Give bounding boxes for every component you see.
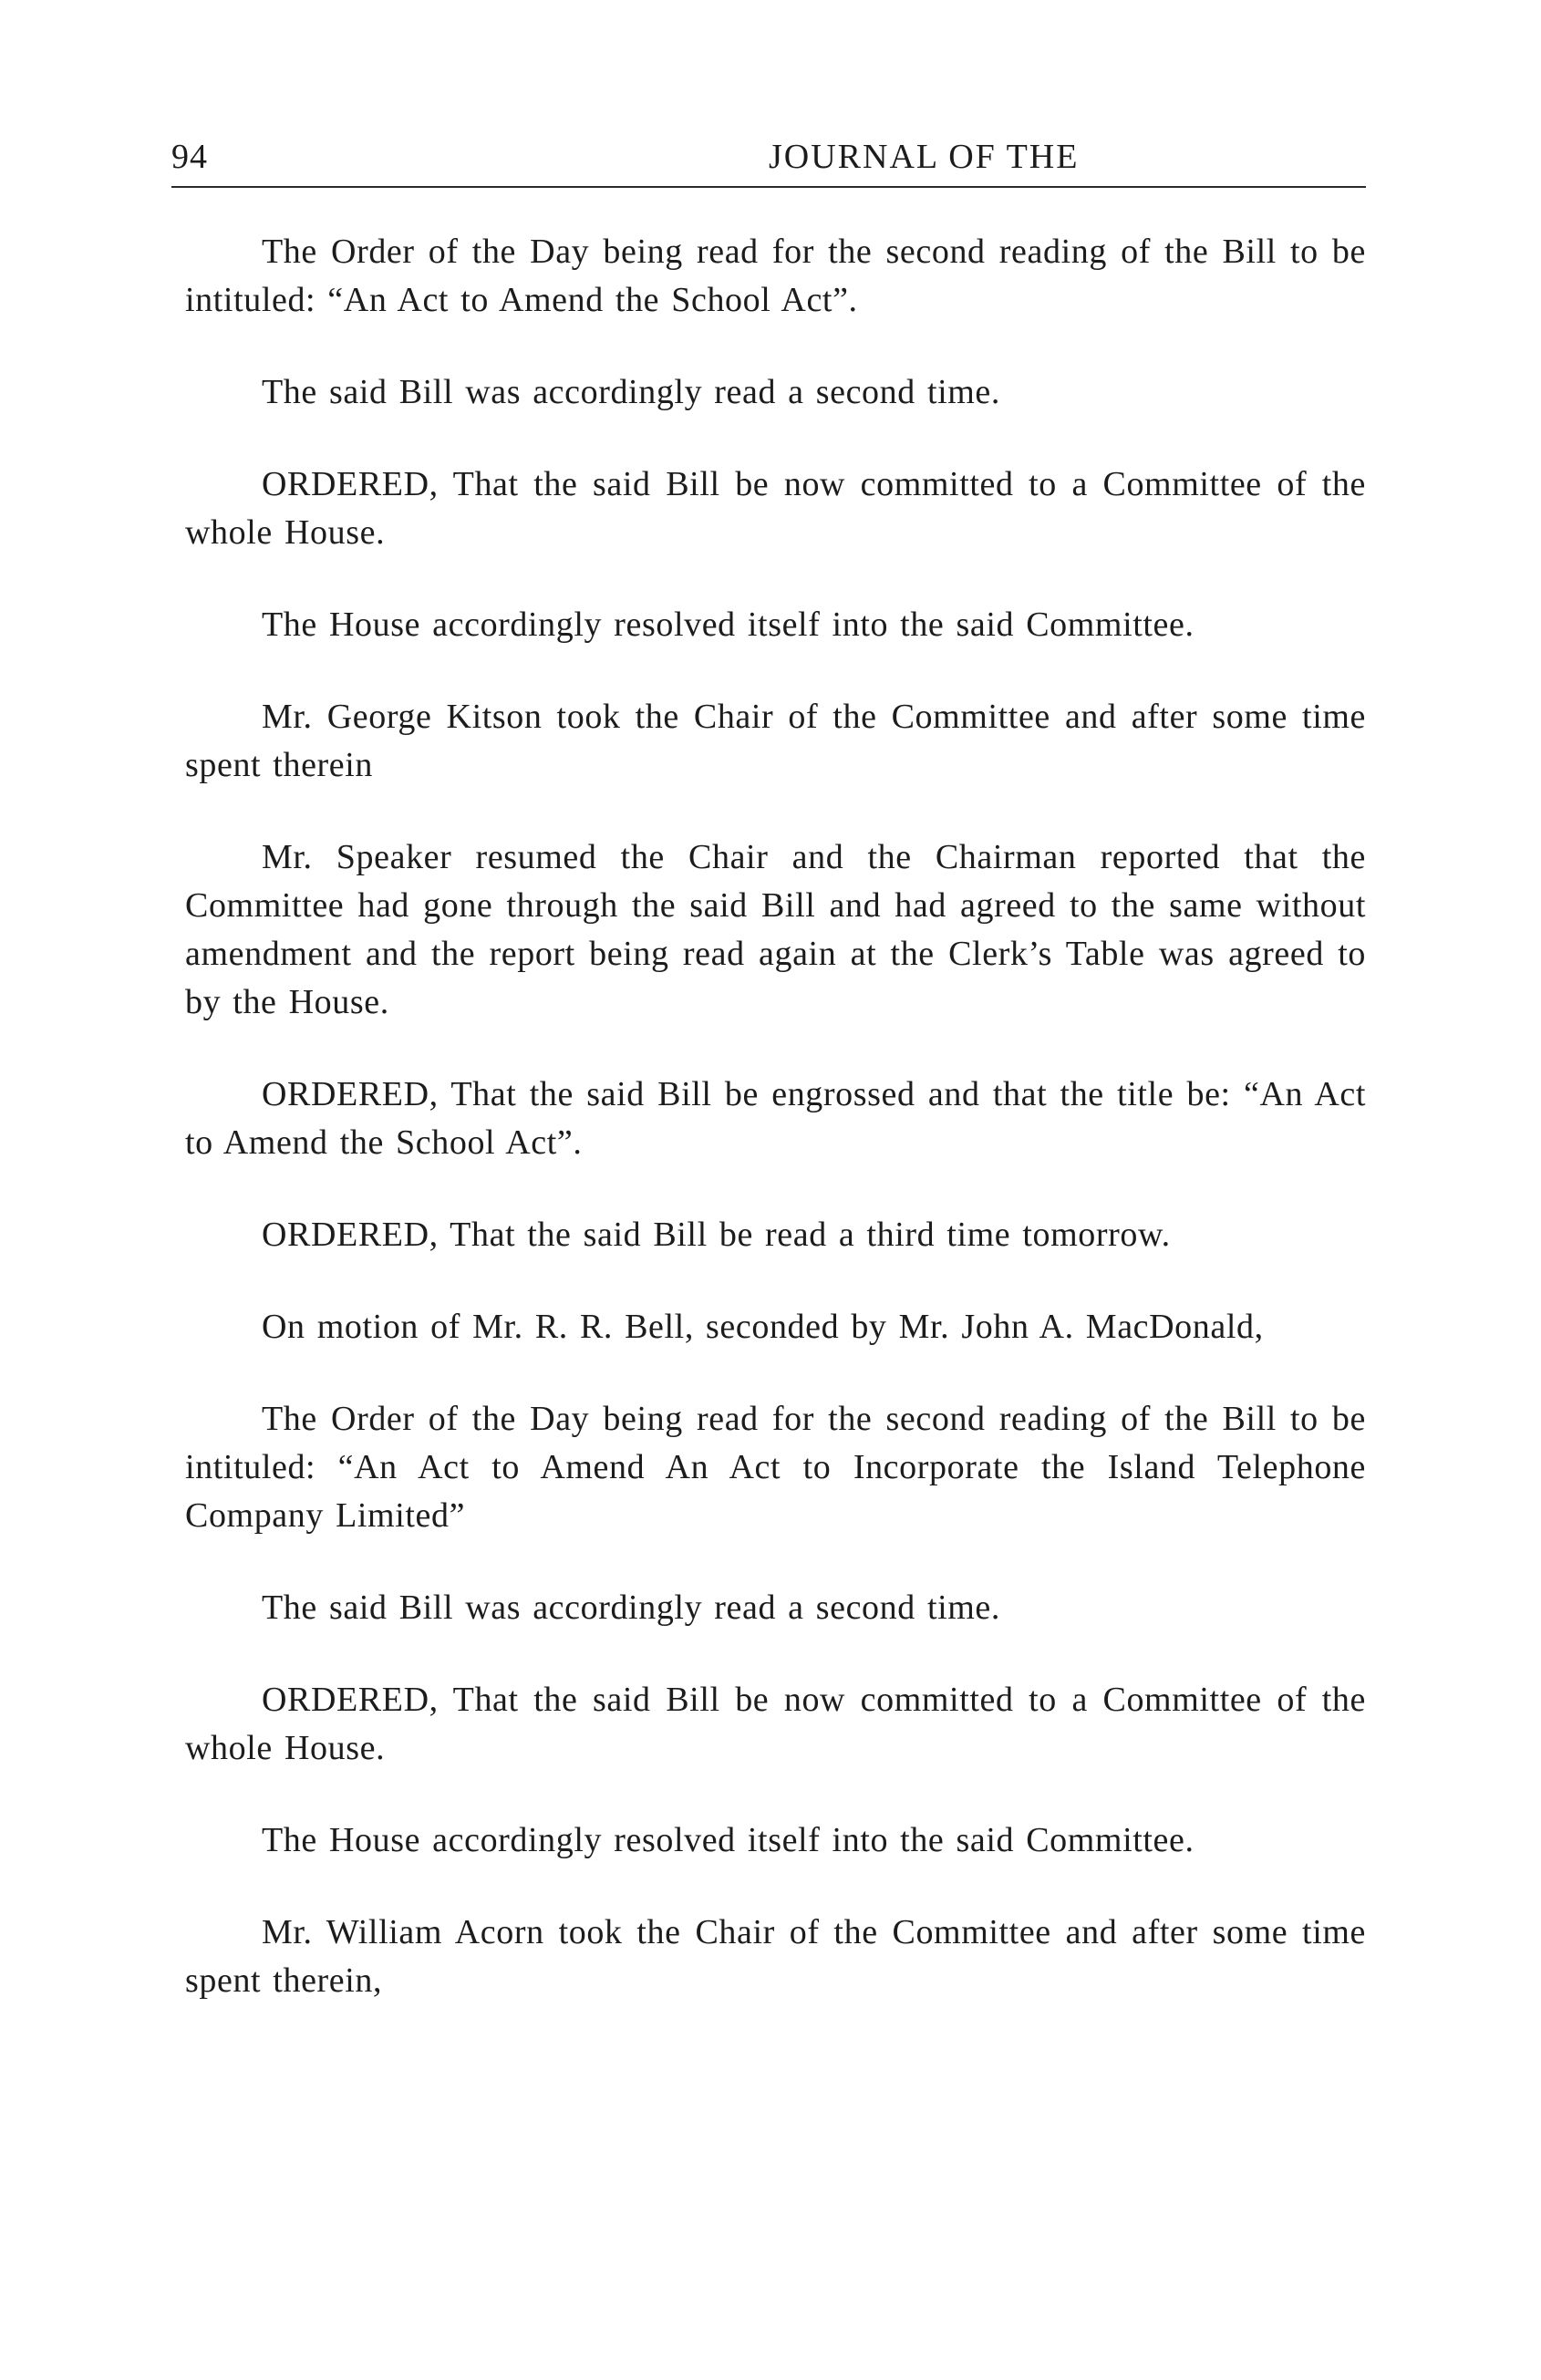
paragraph-ordered-committed: ORDERED, That the said Bill be now committed to a Committee of the whole House.	[185, 465, 1366, 552]
paragraph-resolved-committee: The House accordingly resolved itself into the said Committee.	[262, 605, 1195, 644]
paragraph-speaker-resumed: Mr. Speaker resumed the Chair and the Chairman reported that the Committee had gone through the said Bill and had agreed to the same without amendment and the report being read again at the Clerk’s Table was agreed to by the House.	[185, 838, 1366, 1021]
journal-title: JOURNAL OF THE	[769, 138, 1080, 176]
paragraph-order-of-day-telephone-act: The Order of the Day being read for the second reading of the Bill to be intituled: “An Act to Amend An Act to Incorporate the Island Telephone Company Limited”	[185, 1400, 1366, 1535]
body-text	[185, 228, 1366, 2049]
paragraph-ordered-committed-2: ORDERED, That the said Bill be now committed to a Committee of the whole House.	[185, 1681, 1366, 1767]
paragraph-resolved-committee-2: The House accordingly resolved itself into the said Committee.	[262, 1821, 1195, 1859]
running-head	[171, 135, 1366, 188]
paragraph-second-reading: The said Bill was accordingly read a second time.	[262, 373, 1000, 411]
page-number: 94	[171, 138, 208, 176]
paragraph-kitson-chair: Mr. George Kitson took the Chair of the Committee and after some time spent therein	[185, 698, 1366, 784]
paragraph-acorn-chair: Mr. William Acorn took the Chair of the Committee and after some time spent therein,	[185, 1913, 1366, 2000]
paragraph-motion-bell: On motion of Mr. R. R. Bell, seconded by Mr. John A. MacDonald,	[262, 1308, 1264, 1346]
paragraph-third-reading: ORDERED, That the said Bill be read a third time tomorrow.	[262, 1216, 1171, 1254]
paragraph-second-reading-2: The said Bill was accordingly read a second time.	[262, 1588, 1000, 1627]
paragraph-ordered-engrossed: ORDERED, That the said Bill be engrossed and that the title be: “An Act to Amend the School Act”.	[185, 1075, 1366, 1162]
paragraph-order-of-day-school-act: The Order of the Day being read for the second reading of the Bill to be intituled: “An Act to Amend the School Act”.	[185, 233, 1366, 319]
